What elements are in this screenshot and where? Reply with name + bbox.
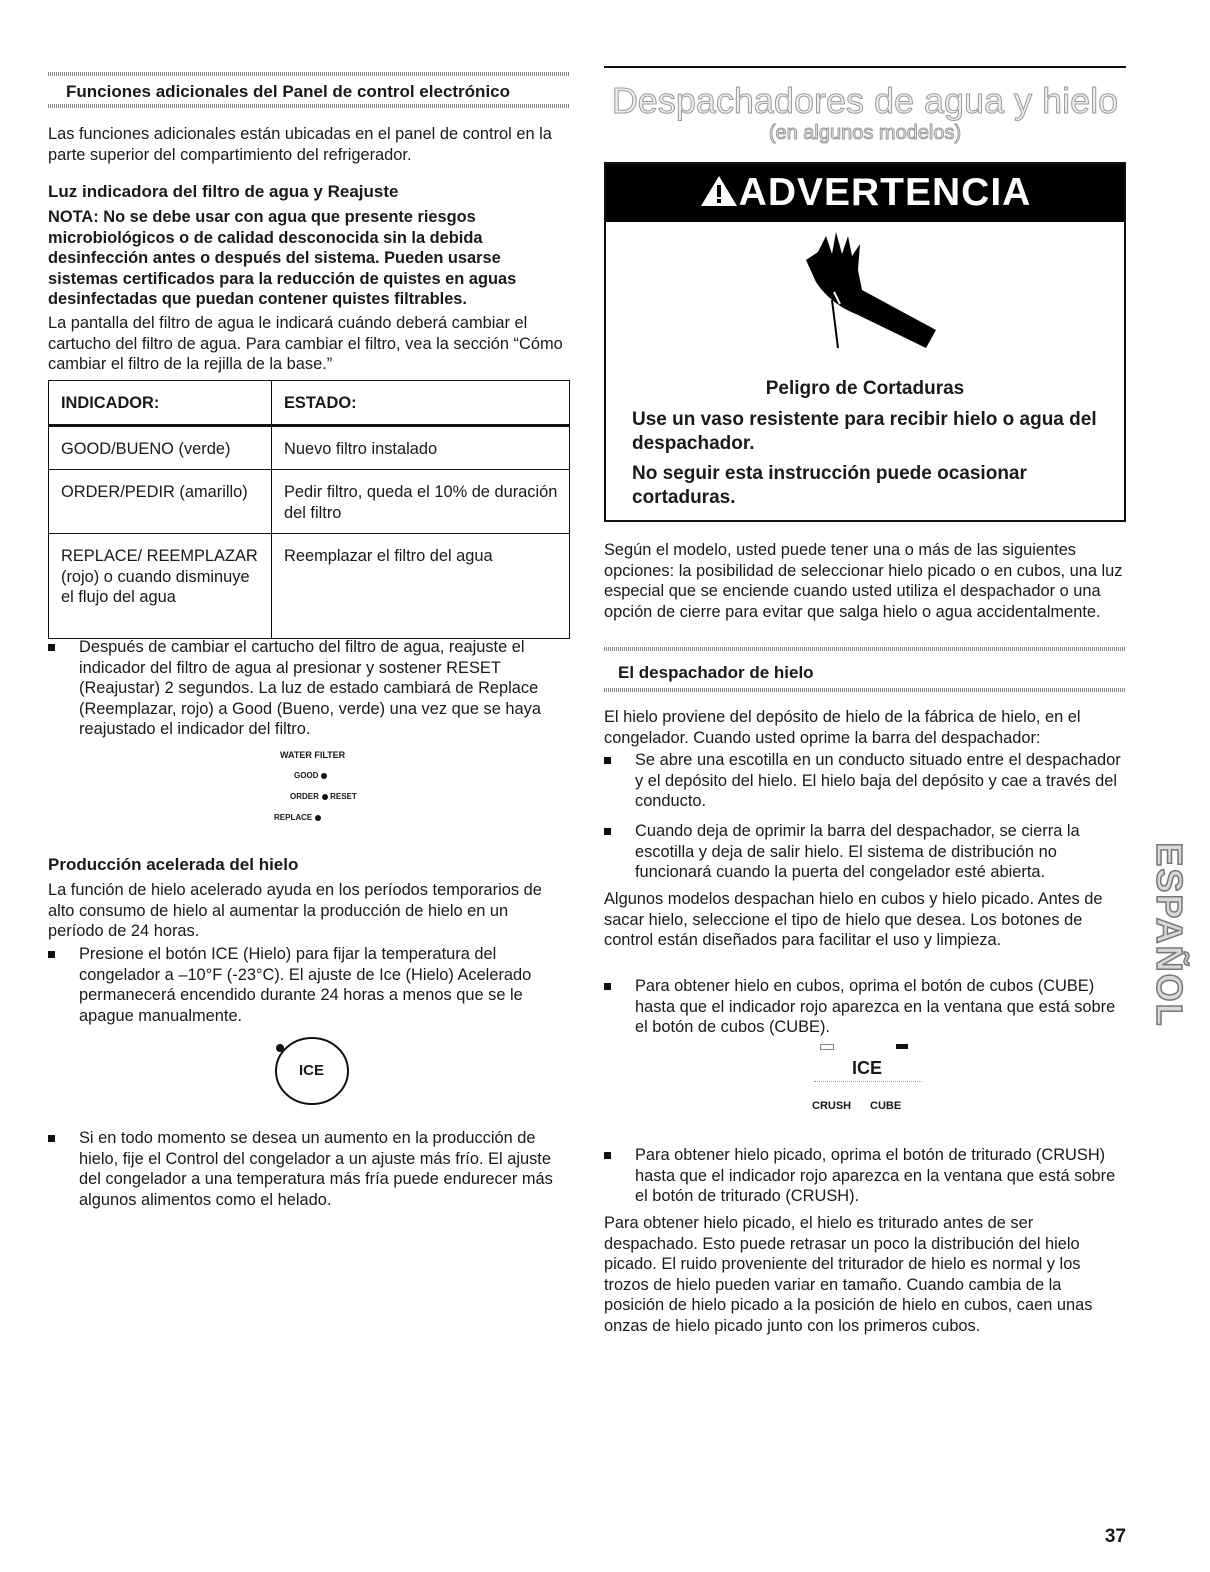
list-item [48, 637, 570, 740]
filter-text: La pantalla del filtro de agua le indicará cuándo deberá cambiar el cartucho del filtro de agua. Para cambiar el filtro, vea la sección “Cómo cambiar el filtro de la rejilla de la base.” [48, 314, 563, 373]
list-item [604, 976, 1126, 1038]
table-row [49, 470, 570, 534]
indicator-table [48, 380, 570, 639]
panel-cube-label: CUBE [870, 1100, 902, 1112]
bullet-icon [604, 757, 611, 764]
page-subtitle: (en algunos modelos) [768, 122, 962, 144]
divider [604, 66, 1126, 68]
bullet-text: Cuando deja de oprimir la barra del despachador, se cierra la escotilla y deja de salir hielo. El sistema de distribución no funcionará cuando la puerta del congelador esté abierta. [635, 822, 1080, 881]
table-cell: Nuevo filtro instalado [272, 425, 570, 470]
table-cell: ORDER/PEDIR (amarillo) [49, 470, 272, 534]
warning-banner [606, 164, 1124, 222]
list-item [48, 1128, 570, 1210]
crush-text: Para obtener hielo picado, el hielo es triturado antes de ser despachado. Esto puede retrasar un poco la distribución del hielo picado. El ruido proveniente del triturador de hielo es normal y los trozos de hielo pueden variar en tamaño. Cuando cambia de la posición de hielo picado a la posición de hielo en cubos, caen unas onzas de hielo picado junto con los primeros cubos. [604, 1214, 1093, 1335]
filter-heading: Luz indicadora del filtro de agua y Reajuste [48, 182, 399, 201]
filter-status-order: ORDER RESET [290, 792, 357, 801]
note-text: NOTA: No se debe usar con agua que presente riesgos microbiológicos o de calidad desconocida sin la debida desinfección antes o después del sistema. Pueden usarse sistemas certificados para la reducción de quistes en aguas desinfectadas que puedan contener quistes filtrables. [48, 208, 517, 308]
table-header-row [49, 381, 570, 426]
indicator-dot-icon [322, 794, 328, 800]
bullet-text: Se abre una escotilla en un conducto situado entre el despachador y el depósito del hielo. El hielo baja del depósito y cae a través del conducto. [635, 751, 1121, 810]
divider [604, 688, 1126, 692]
indicator-dot-icon [321, 773, 327, 779]
table-row [49, 534, 570, 639]
hazard-consequence: No seguir esta instrucción puede ocasionar cortaduras. [632, 463, 1027, 508]
side-tab-label: ESPAÑOL [1149, 842, 1190, 1028]
crush-indicator-icon [820, 1044, 834, 1050]
warning-box [604, 162, 1126, 522]
intro-text: Las funciones adicionales están ubicadas en el panel de control en la parte superior del compartimiento del refrigerador. [48, 125, 552, 164]
reset-label: RESET [330, 792, 357, 801]
bullet-text: Después de cambiar el cartucho del filtro de agua, reajuste el indicador del filtro de agua al presionar y sostener RESET (Reajustar) 2 segundos. La luz de estado cambiará de Replace (Reemplazar, rojo) a Good (Bueno, verde) una vez que se haya reajustado el indicador del filtro. [79, 638, 541, 738]
models-text: Algunos modelos despachan hielo en cubos y hielo picado. Antes de sacar hielo, seleccione el tipo de hielo que desea. Los botones de control están diseñados para facilitar el uso y limpieza. [604, 890, 1103, 949]
table-cell: Reemplazar el filtro del agua [272, 534, 570, 639]
divider [604, 647, 1126, 651]
divider [48, 104, 570, 108]
dispenser-text: El hielo proviene del depósito de hielo de la fábrica de hielo, en el congelador. Cuando usted oprime la barra del despachador: [604, 708, 1081, 747]
table-header: ESTADO: [272, 381, 570, 426]
table-cell: REPLACE/ REEMPLAZAR (rojo) o cuando disminuye el flujo del agua [49, 534, 272, 639]
table-cell: GOOD/BUENO (verde) [49, 425, 272, 470]
ice-button-label: ICE [299, 1062, 325, 1079]
filter-status-good: GOOD [294, 771, 327, 780]
bullet-icon [48, 951, 55, 958]
bullet-icon [48, 1135, 55, 1142]
panel-crush-label: CRUSH [812, 1100, 852, 1112]
language-side-tab [1146, 815, 1196, 1055]
bullet-icon [604, 983, 611, 990]
bullet-text: Si en todo momento se desea un aumento en la producción de hielo, fije el Control del congelador a un ajuste más frío. El ajuste del congelador a una temperatura más fría puede endurecer más algunos alimentos como el helado. [79, 1129, 553, 1209]
options-text: Según el modelo, usted puede tener una o más de las siguientes opciones: la posibilidad de seleccionar hielo picado o en cubos, una luz especial que se enciende cuando usted utiliza el despachador o una opción de cierre para evitar que salga hielo o agua accidentalmente. [604, 541, 1123, 621]
ice-button-graphic [266, 1034, 352, 1106]
section-header: El despachador de hielo [618, 663, 814, 682]
warning-label: ADVERTENCIA [738, 171, 1032, 214]
divider [48, 72, 570, 76]
hazard-instruction: Use un vaso resistente para recibir hielo o agua del despachador. [632, 409, 1097, 454]
section-header: Funciones adicionales del Panel de control electrónico [66, 82, 511, 101]
list-item [604, 821, 1126, 883]
ice-panel-graphic [800, 1040, 940, 1120]
list-item [48, 944, 570, 1026]
panel-ice-label: ICE [852, 1058, 883, 1078]
cube-indicator-icon [896, 1044, 908, 1049]
ice-text: La función de hielo acelerado ayuda en los períodos temporarios de alto consumo de hielo al aumentar la producción de hielo en un período de 24 horas. [48, 881, 542, 940]
indicator-dot-icon [315, 815, 321, 821]
ice-heading: Producción acelerada del hielo [48, 855, 299, 874]
bullet-icon [48, 644, 55, 651]
water-filter-title: WATER FILTER [280, 750, 346, 760]
bullet-icon [604, 1152, 611, 1159]
list-item [604, 750, 1126, 812]
page-title: Despachadores de agua y hielo [611, 80, 1119, 121]
bullet-text: Para obtener hielo picado, oprima el botón de triturado (CRUSH) hasta que el indicador rojo aparezca en la ventana que está sobre el botón de triturado (CRUSH). [635, 1146, 1116, 1205]
cut-hand-icon [786, 230, 946, 360]
hazard-title: Peligro de Cortaduras [765, 378, 965, 399]
page-number: 37 [1104, 1526, 1126, 1547]
list-item [604, 1145, 1126, 1207]
bullet-text: Para obtener hielo en cubos, oprima el botón de cubos (CUBE) hasta que el indicador rojo aparezca en la ventana que está sobre el botón de cubos (CUBE). [635, 977, 1116, 1036]
filter-status-replace: REPLACE [274, 813, 321, 822]
bullet-icon [604, 828, 611, 835]
bullet-text: Presione el botón ICE (Hielo) para fijar la temperatura del congelador a –10°F (-23°C). El ajuste de Ice (Hielo) Acelerado permanecerá encendido durante 24 horas a menos que se le apague manualmente. [79, 945, 532, 1025]
table-header: INDICADOR: [49, 381, 272, 426]
divider [814, 1081, 922, 1082]
table-row [49, 425, 570, 470]
table-cell: Pedir filtro, queda el 10% de duración del filtro [272, 470, 570, 534]
warning-triangle-icon [699, 174, 739, 208]
